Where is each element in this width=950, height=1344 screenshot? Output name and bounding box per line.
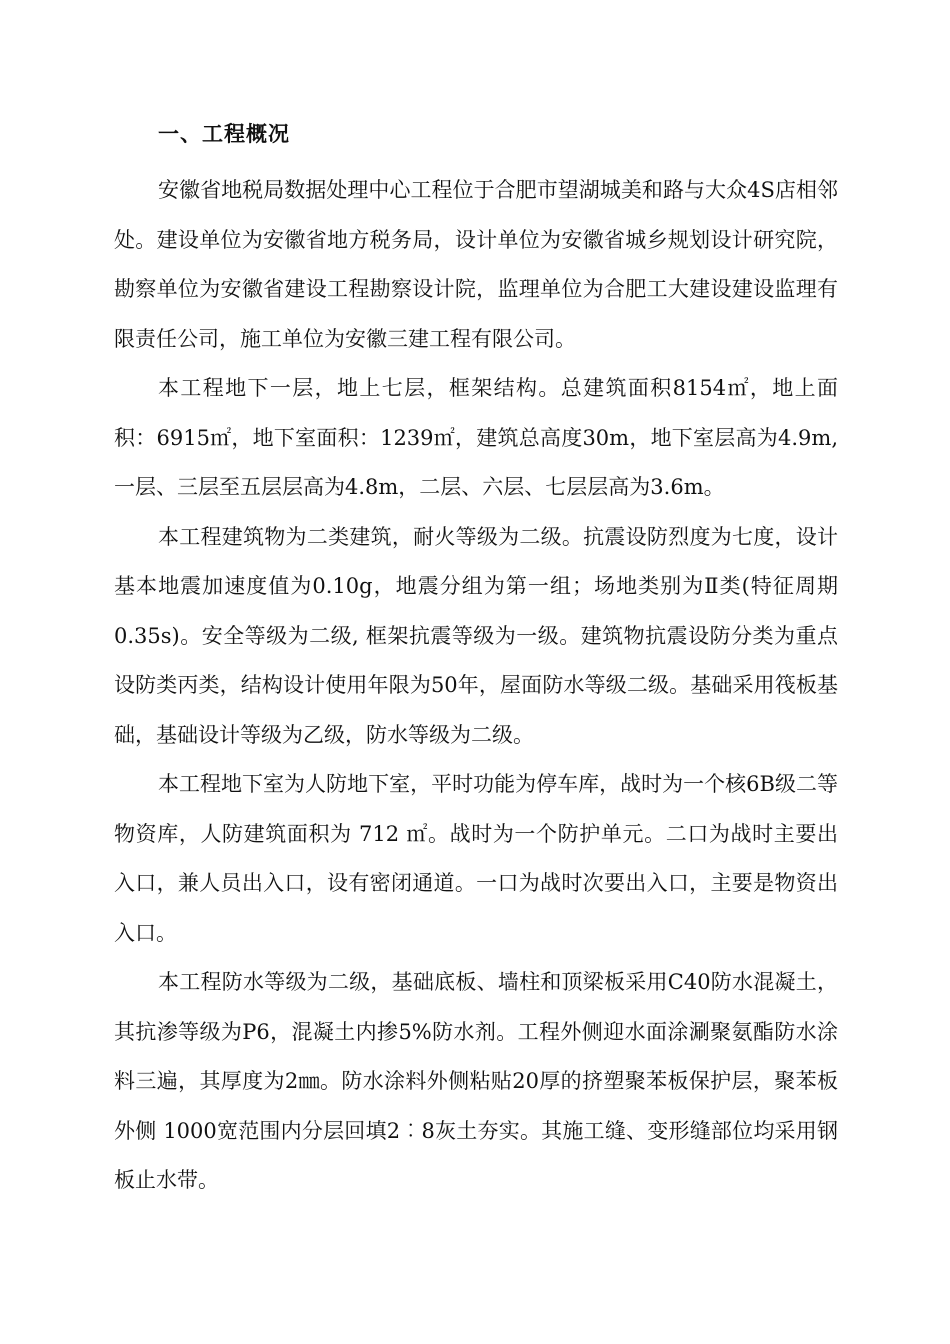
paragraph-seismic-fire-rating: 本工程建筑物为二类建筑，耐火等级为二级。抗震设防烈度为七度，设计基本地震加速度值为0.10g，地震分组为第一组；场地类别为Ⅱ类(特征周期0.35s)。安全等级为二级, 框架抗震等级为一级。建筑物抗震设防分类为重点设防类丙类，结构设计使用年限为50年，屋面防水等级二级。基础采用筏板基础，基础设计等级为乙级，防水等级为二级。	[114, 524, 838, 747]
paragraph-waterproofing: 本工程防水等级为二级，基础底板、墙柱和顶梁板采用C40防水混凝土，其抗渗等级为P6，混凝土内掺5%防水剂。工程外侧迎水面涂涮聚氨酯防水涂料三遍，其厚度为2㎜。防水涂料外侧粘贴20厚的挤塑聚苯板保护层，聚苯板外侧 1000宽范围内分层回填2︰8灰土夯实。其施工缝、变形缝部位均采用钢板止水带。	[114, 970, 838, 1192]
document-body	[114, 166, 838, 1206]
section-heading: 一、工程概况	[158, 121, 290, 146]
paragraph-project-location: 安徽省地税局数据处理中心工程位于合肥市望湖城美和路与大众4S店相邻处。建设单位为安徽省地方税务局，设计单位为安徽省城乡规划设计研究院，勘察单位为安徽省建设工程勘察设计院，监理单位为合肥工大建设建设监理有限责任公司，施工单位为安徽三建工程有限公司。	[114, 178, 838, 351]
paragraph-civil-defense-basement: 本工程地下室为人防地下室，平时功能为停车库，战时为一个核6B级二等物资库，人防建筑面积为 712 ㎡。战时为一个防护单元。二口为战时主要出入口，兼人员出入口，设有密闭通道。一口为战时次要出入口，主要是物资出入口。	[114, 772, 838, 945]
paragraph-building-area: 本工程地下一层，地上七层，框架结构。总建筑面积8154㎡，地上面积：6915㎡，地下室面积：1239㎡，建筑总高度30m，地下室层高为4.9m,一层、三层至五层层高为4.8m，二层、六层、七层层高为3.6m。	[114, 376, 838, 499]
